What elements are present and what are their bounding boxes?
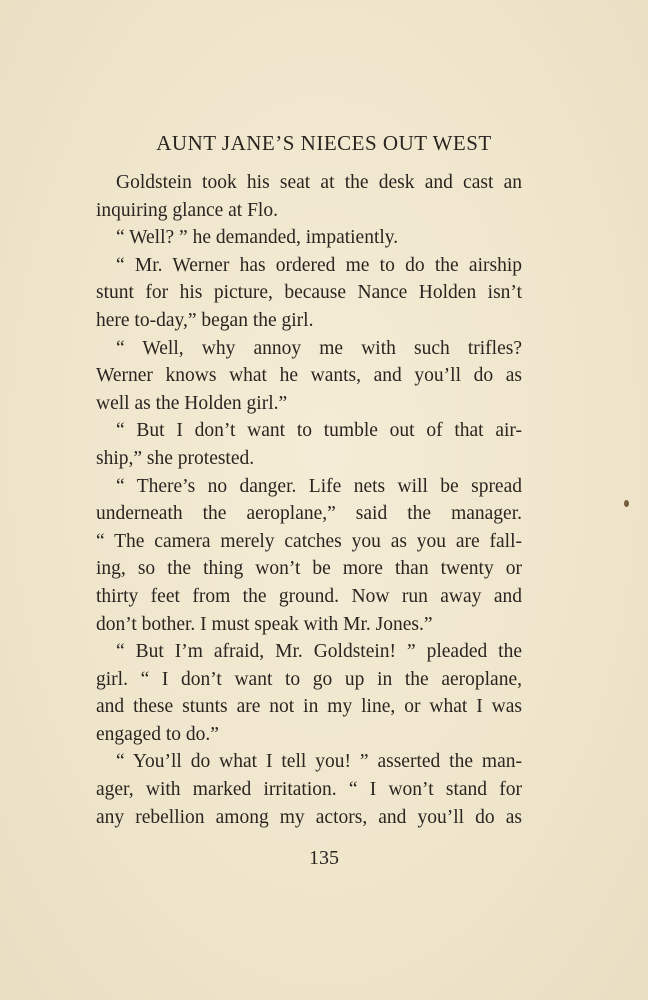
page-number: 135 [309, 847, 339, 869]
text-line: thirty feet from the ground. Now run away and [96, 585, 522, 607]
text-line: “ You’ll do what I tell you! ” asserted the man- [116, 751, 522, 773]
text-line: Goldstein took his seat at the desk and cast an [116, 172, 522, 193]
text-line: here to-day,” began the girl. [96, 309, 314, 331]
text-line: “ Well? ” he demanded, impatiently. [116, 227, 399, 249]
text-line: “ But I’m afraid, Mr. Goldstein! ” pleaded the [116, 641, 522, 663]
text-line: and these stunts are not in my line, or what I was [96, 696, 522, 718]
text-line: engaged to do.” [96, 723, 219, 745]
text-line: girl. “ I don’t want to go up in the aeroplane, [96, 668, 522, 690]
body-text [96, 169, 522, 831]
text-line: “ But I don’t want to tumble out of that air- [116, 420, 522, 442]
text-line: “ Mr. Werner has ordered me to do the airship [116, 254, 522, 276]
paper-speck [624, 500, 629, 507]
text-line: ship,” she protested. [96, 447, 255, 469]
text-line: don’t bother. I must speak with Mr. Jones.” [96, 613, 433, 635]
text-line: “ Well, why annoy me with such trifles? [116, 337, 522, 359]
text-line: any rebellion among my actors, and you’ll do as [96, 806, 522, 828]
text-line: stunt for his picture, because Nance Holden isn’t [96, 282, 522, 304]
text-line: “ There’s no danger. Life nets will be spread [116, 475, 522, 497]
running-head: AUNT JANE’S NIECES OUT WEST [156, 131, 492, 155]
text-line: Werner knows what he wants, and you’ll do as [96, 365, 522, 387]
text-line: “ The camera merely catches you as you are fall- [96, 530, 522, 552]
text-line: underneath the aeroplane,” said the manager. [96, 503, 522, 525]
text-line: ing, so the thing won’t be more than twenty or [96, 558, 522, 580]
text-line: well as the Holden girl.” [96, 392, 288, 414]
text-line: ager, with marked irritation. “ I won’t stand for [96, 779, 522, 801]
text-line: inquiring glance at Flo. [96, 199, 278, 221]
